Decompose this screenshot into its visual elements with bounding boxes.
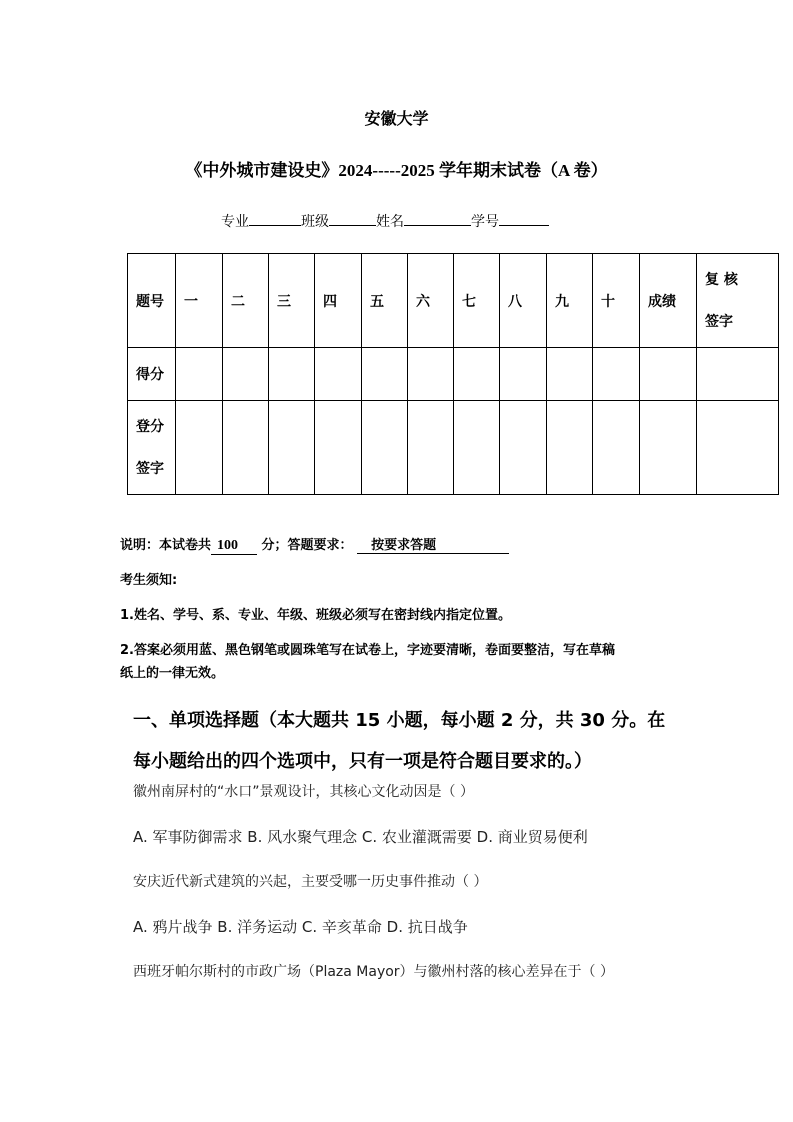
major-label: 专业 (221, 214, 249, 230)
sign-cell[interactable] (640, 401, 697, 495)
notice-title: 考生须知: (120, 573, 178, 588)
description-mid: 分；答题要求： (261, 538, 353, 553)
score-cell[interactable] (362, 348, 408, 401)
header-cell: 三 (269, 254, 315, 348)
rule-2: 2.答案必须用蓝、黑色钢笔或圆珠笔写在试卷上，字迹要清晰，卷面要整洁，写在草稿 (120, 643, 615, 658)
header-cell: 九 (547, 254, 593, 348)
header-cell: 二 (223, 254, 269, 348)
rule-2-cont: 纸上的一律无效。 (120, 666, 225, 681)
header-cell: 成绩 (640, 254, 697, 348)
answer-requirement: 按要求答题 (357, 534, 509, 554)
header-cell: 八 (500, 254, 547, 348)
score-cell[interactable] (315, 348, 362, 401)
sign-cell[interactable] (223, 401, 269, 495)
section-heading-cont: 每小题给出的四个选项中，只有一项是符合题目要求的。） (133, 751, 592, 772)
score-cell[interactable] (269, 348, 315, 401)
sign-row-label (128, 401, 176, 495)
student-id-label: 学号 (471, 214, 499, 230)
sign-cell[interactable] (408, 401, 454, 495)
score-cell[interactable] (697, 348, 779, 401)
header-cell: 七 (454, 254, 500, 348)
score-cell[interactable] (640, 348, 697, 401)
sign-cell[interactable] (315, 401, 362, 495)
sign-cell[interactable] (269, 401, 315, 495)
name-field[interactable] (404, 211, 471, 226)
table-row (128, 254, 779, 348)
question-2: 安庆近代新式建筑的兴起，主要受哪一历史事件推动（ ） (133, 874, 488, 890)
university-name: 安徽大学 (364, 109, 429, 128)
section-heading: 一、单项选择题（本大题共 15 小题，每小题 2 分，共 30 分。在 (133, 710, 666, 731)
exam-description (120, 534, 509, 555)
student-id-field[interactable] (499, 211, 549, 226)
score-cell[interactable] (454, 348, 500, 401)
question-2-options: A. 鸦片战争 B. 洋务运动 C. 辛亥革命 D. 抗日战争 (133, 918, 468, 936)
header-cell: 四 (315, 254, 362, 348)
review-label: 复 核 (705, 271, 738, 288)
question-1: 徽州南屏村的“水口”景观设计，其核心文化动因是（ ） (133, 784, 474, 800)
total-score: 100 (211, 538, 257, 555)
sign-cell[interactable] (500, 401, 547, 495)
major-field[interactable] (249, 211, 301, 226)
score-cell[interactable] (176, 348, 223, 401)
score-cell[interactable] (547, 348, 593, 401)
exam-title: 《中外城市建设史》2024-----2025 学年期末试卷（A 卷） (185, 161, 608, 180)
score-cell[interactable] (408, 348, 454, 401)
class-label: 班级 (301, 214, 329, 230)
description-prefix: 说明：本试卷共 (120, 538, 212, 553)
score-cell[interactable] (593, 348, 640, 401)
sign-cell[interactable] (697, 401, 779, 495)
header-cell: 五 (362, 254, 408, 348)
question-1-options: A. 军事防御需求 B. 风水聚气理念 C. 农业灌溉需要 D. 商业贸易便利 (133, 828, 588, 846)
student-info-line (221, 211, 549, 231)
table-row (128, 401, 779, 495)
score-cell[interactable] (223, 348, 269, 401)
sign-label-1: 登分 (136, 418, 164, 435)
review-header-cell (697, 254, 779, 348)
sign-cell[interactable] (454, 401, 500, 495)
score-cell[interactable] (500, 348, 547, 401)
score-table (127, 253, 779, 495)
sign-label-2: 签字 (136, 460, 164, 477)
question-3: 西班牙帕尔斯村的市政广场（Plaza Mayor）与徽州村落的核心差异在于（ ） (133, 964, 615, 980)
sign-cell[interactable] (593, 401, 640, 495)
review-sign-label: 签字 (705, 313, 733, 330)
sign-cell[interactable] (176, 401, 223, 495)
name-label: 姓名 (376, 214, 404, 230)
table-row (128, 348, 779, 401)
header-cell: 十 (593, 254, 640, 348)
sign-cell[interactable] (362, 401, 408, 495)
rule-1: 1.姓名、学号、系、专业、年级、班级必须写在密封线内指定位置。 (120, 608, 511, 623)
sign-cell[interactable] (547, 401, 593, 495)
header-cell: 六 (408, 254, 454, 348)
header-cell: 一 (176, 254, 223, 348)
score-row-label: 得分 (128, 348, 176, 401)
class-field[interactable] (329, 211, 376, 226)
header-cell: 题号 (128, 254, 176, 348)
